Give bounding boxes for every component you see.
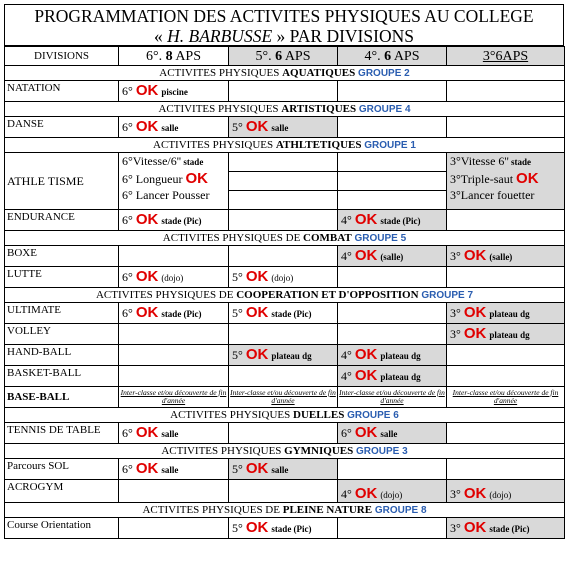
title-line-1: PROGRAMMATION DES ACTIVITES PHYSIQUES AU COLLEGE xyxy=(34,6,534,26)
activity-boxe: BOXE xyxy=(5,246,119,267)
row-lutte xyxy=(5,267,565,288)
cell-endurance-6: 6° OK stade (Pic) xyxy=(119,210,229,231)
cell-baseball-6: Inter-classe et/ou découverte de fin d'année xyxy=(119,387,229,408)
cell-orientation-5: 5° OK stade (Pic) xyxy=(229,518,338,539)
row-orientation xyxy=(5,518,565,539)
cell-ultimate-6: 6° OK stade (Pic) xyxy=(119,303,229,324)
col-header-6: 6°. 8 APS xyxy=(119,47,229,66)
cell-boxe-3: 3° OK (salle) xyxy=(447,246,565,267)
col-header-5: 5°. 6 APS xyxy=(229,47,338,66)
programme-table xyxy=(4,46,565,539)
activity-baseball: BASE-BALL xyxy=(5,387,119,408)
divisions-header: DIVISIONS xyxy=(5,47,119,66)
cell-sol-6: 6° OK salle xyxy=(119,459,229,480)
section-athletiques: ACTIVITES PHYSIQUES ATHLTETIQUES GROUPE 1 xyxy=(5,138,565,153)
section-cooperation: ACTIVITES PHYSIQUES DE COOPERATION ET D'OPPOSITION GROUPE 7 xyxy=(5,288,565,303)
row-sol xyxy=(5,459,565,480)
row-danse xyxy=(5,117,565,138)
row-boxe xyxy=(5,246,565,267)
cell-ultimate-5: 5° OK stade (Pic) xyxy=(229,303,338,324)
title-line-2 xyxy=(5,26,563,46)
cell-baseball-4: Inter-classe et/ou découverte de fin d'année xyxy=(338,387,447,408)
row-handball xyxy=(5,345,565,366)
cell-volley-3: 3° OK plateau dg xyxy=(447,324,565,345)
row-endurance xyxy=(5,210,565,231)
section-combat: ACTIVITES PHYSIQUES DE COMBAT GROUPE 5 xyxy=(5,231,565,246)
col-header-4: 4°. 6 APS xyxy=(338,47,447,66)
activity-danse: DANSE xyxy=(5,117,119,138)
row-tennis xyxy=(5,423,565,444)
section-duelles: ACTIVITES PHYSIQUES DUELLES GROUPE 6 xyxy=(5,408,565,423)
cell-handball-4: 4° OK plateau dg xyxy=(338,345,447,366)
cell-athletisme-3: 3°Vitesse 6'' stade 3°Triple-saut OK 3°Lancer fouetter xyxy=(447,153,565,210)
row-acrogym xyxy=(5,480,565,503)
row-basketball xyxy=(5,366,565,387)
row-natation xyxy=(5,81,565,102)
row-ultimate xyxy=(5,303,565,324)
activity-orientation: Course Orientation xyxy=(5,518,119,539)
college-name: H. BARBUSSE xyxy=(167,26,273,46)
title-quote-open: « xyxy=(154,26,168,46)
cell-boxe-4: 4° OK (salle) xyxy=(338,246,447,267)
activity-sol: Parcours SOL xyxy=(5,459,119,480)
cell-lutte-6: 6° OK (dojo) xyxy=(119,267,229,288)
page-title xyxy=(4,4,564,46)
document-page xyxy=(4,4,564,539)
section-aquatiques: ACTIVITES PHYSIQUES AQUATIQUES GROUPE 2 xyxy=(5,66,565,81)
cell-endurance-4: 4° OK stade (Pic) xyxy=(338,210,447,231)
cell-natation-6: 6° OK piscine xyxy=(119,81,229,102)
section-pleine-nature: ACTIVITES PHYSIQUES DE PLEINE NATURE GROUPE 8 xyxy=(5,503,565,518)
activity-lutte: LUTTE xyxy=(5,267,119,288)
activity-athletisme: ATHLE TISME xyxy=(5,153,119,210)
activity-handball: HAND-BALL xyxy=(5,345,119,366)
cell-orientation-3: 3° OK stade (Pic) xyxy=(447,518,565,539)
cell-baseball-3: Inter-classe et/ou découverte de fin d'année xyxy=(447,387,565,408)
activity-ultimate: ULTIMATE xyxy=(5,303,119,324)
cell-baseball-5: Inter-classe et/ou découverte de fin d'année xyxy=(229,387,338,408)
section-gymniques: ACTIVITES PHYSIQUES GYMNIQUES GROUPE 3 xyxy=(5,444,565,459)
activity-tennis: TENNIS DE TABLE xyxy=(5,423,119,444)
cell-danse-5: 5° OK salle xyxy=(229,117,338,138)
cell-acrogym-3: 3° OK (dojo) xyxy=(447,480,565,503)
cell-lutte-5: 5° OK (dojo) xyxy=(229,267,338,288)
cell-acrogym-4: 4° OK (dojo) xyxy=(338,480,447,503)
activity-natation: NATATION xyxy=(5,81,119,102)
title-quote-close: » PAR DIVISIONS xyxy=(272,26,414,46)
cell-sol-5: 5° OK salle xyxy=(229,459,338,480)
cell-danse-6: 6° OK salle xyxy=(119,117,229,138)
col-header-3: 3°6APS xyxy=(447,47,565,66)
activity-acrogym: ACROGYM xyxy=(5,480,119,503)
cell-handball-5: 5° OK plateau dg xyxy=(229,345,338,366)
cell-basketball-4: 4° OK plateau dg xyxy=(338,366,447,387)
cell-athletisme-6: 6°Vitesse/6'' stade 6° Longueur OK 6° Lancer Pousser xyxy=(119,153,229,210)
cell-tennis-6: 6° OK salle xyxy=(119,423,229,444)
row-baseball xyxy=(5,387,565,408)
row-athletisme xyxy=(5,153,565,210)
section-artistiques: ACTIVITES PHYSIQUES ARTISTIQUES GROUPE 4 xyxy=(5,102,565,117)
cell-tennis-4: 6° OK salle xyxy=(338,423,447,444)
header-row xyxy=(5,47,565,66)
activity-basketball: BASKET-BALL xyxy=(5,366,119,387)
row-volley xyxy=(5,324,565,345)
cell-ultimate-3: 3° OK plateau dg xyxy=(447,303,565,324)
activity-endurance: ENDURANCE xyxy=(5,210,119,231)
activity-volley: VOLLEY xyxy=(5,324,119,345)
